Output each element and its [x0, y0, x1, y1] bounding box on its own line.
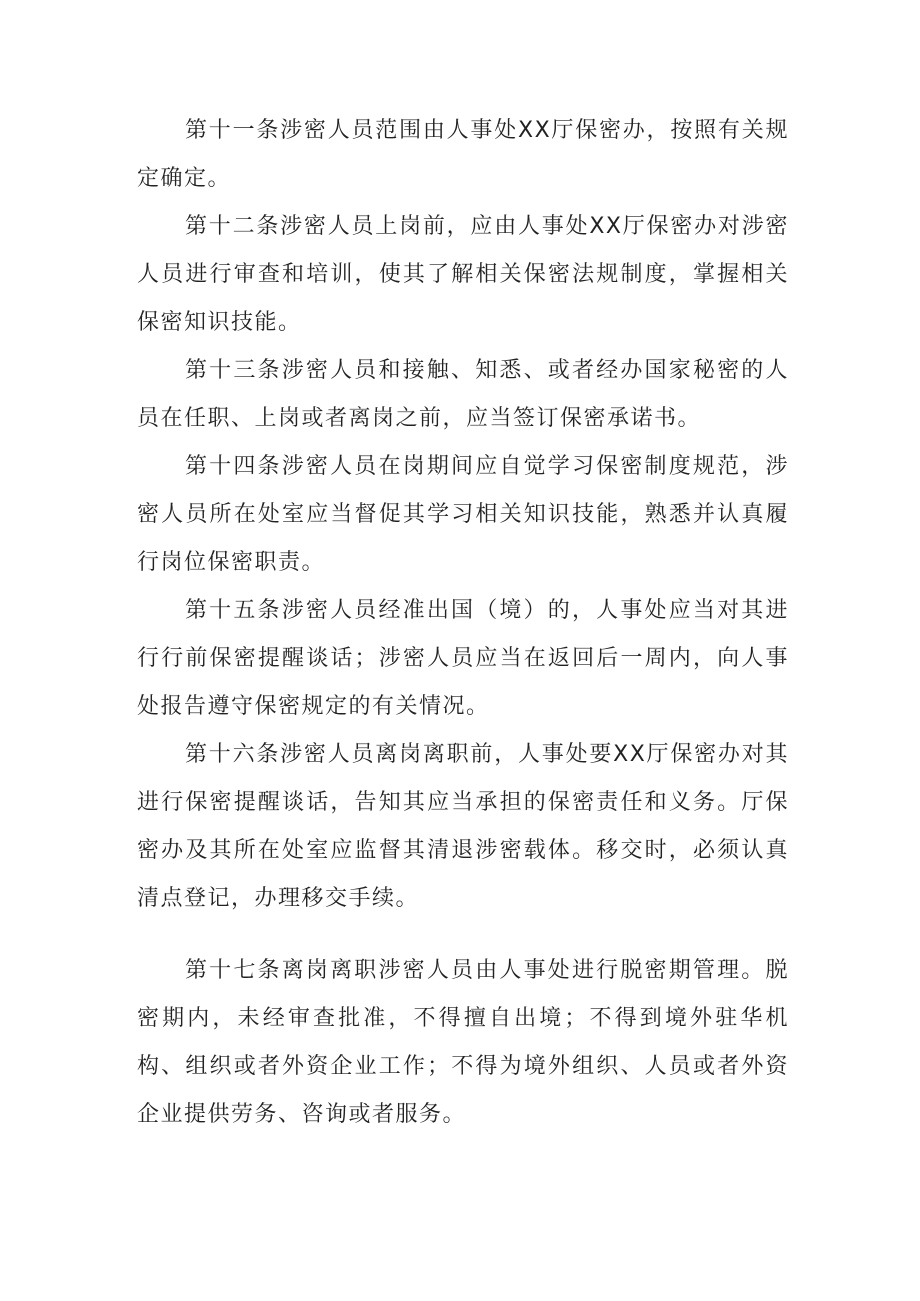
article-16: 第十六条涉密人员离岗离职前，人事处要XX厅保密办对其进行保密提醒谈话，告知其应当承担的保密责任和义务。厅保密办及其所在处室应监督其清退涉密载体。移交时，必须认真清点登记，办理移交手续。 — [137, 742, 789, 911]
article-11: 第十一条涉密人员范围由人事处XX厅保密办，按照有关规定确定。 — [137, 118, 789, 191]
article-15: 第十五条涉密人员经准出国（境）的，人事处应当对其进行行前保密提醒谈话；涉密人员应当在返回后一周内，向人事处报告遵守保密规定的有关情况。 — [137, 598, 789, 719]
article-17: 第十七条离岗离职涉密人员由人事处进行脱密期管理。脱密期内，未经审查批准，不得擅自出境；不得到境外驻华机构、组织或者外资企业工作；不得为境外组织、人员或者外资企业提供劳务、咨询或者服务。 — [137, 958, 789, 1127]
article-14: 第十四条涉密人员在岗期间应自觉学习保密制度规范，涉密人员所在处室应当督促其学习相关知识技能，熟悉并认真履行岗位保密职责。 — [137, 454, 789, 575]
article-12: 第十二条涉密人员上岗前，应由人事处XX厅保密办对涉密人员进行审查和培训，使其了解相关保密法规制度，掌握相关保密知识技能。 — [137, 214, 789, 335]
article-13: 第十三条涉密人员和接触、知悉、或者经办国家秘密的人员在任职、上岗或者离岗之前，应当签订保密承诺书。 — [137, 358, 789, 431]
